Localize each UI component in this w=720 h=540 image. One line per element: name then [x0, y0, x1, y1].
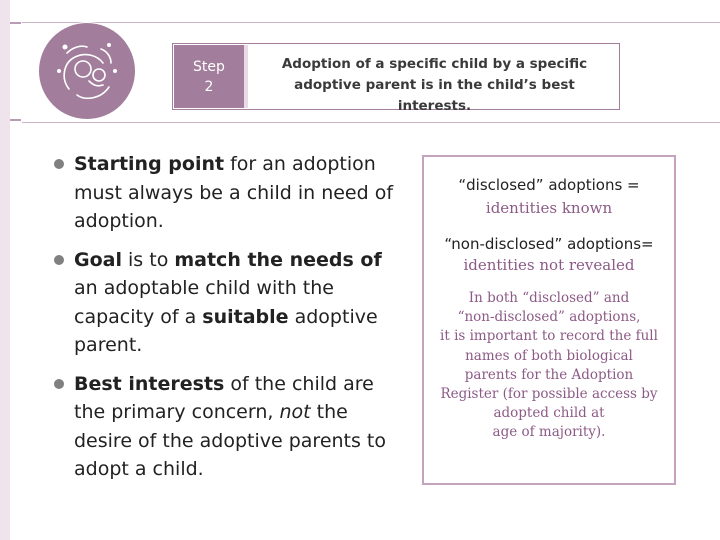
- rail-divider-bottom: [10, 119, 21, 121]
- register-note: [430, 289, 668, 443]
- non-disclosed-definition: “non-disclosed” adoptions=: [444, 235, 654, 253]
- bullet-bold-text: Starting point: [74, 153, 225, 175]
- bullet-text: an adoptable child with the capacity of a: [74, 277, 334, 328]
- register-note-line: In both “disclosed” and: [468, 290, 630, 306]
- bullet-bold-text: Best interests: [74, 372, 225, 395]
- bullet-dot-icon: [54, 379, 64, 389]
- rail-divider-top: [10, 22, 21, 24]
- register-note-line: parents for the Adoption: [464, 366, 634, 383]
- bullet-text: is to: [121, 248, 175, 271]
- bullet-text: the desire of the adoptive parents to adopt a child.: [74, 401, 387, 480]
- bullet-list: [52, 150, 397, 494]
- bullet-text: adoptive parent.: [74, 305, 378, 356]
- bullet-italic-text: not: [279, 401, 311, 423]
- register-note-line: names of both biological: [465, 347, 633, 364]
- non-disclosed-meaning: identities not revealed: [463, 256, 635, 274]
- register-note-line: it is important to record the full: [440, 328, 658, 345]
- disclosed-definition: “disclosed” adoptions =: [458, 176, 640, 194]
- step-heading-line2: adoptive parent is in the child’s best interests.: [294, 77, 575, 114]
- step-divider: [244, 45, 248, 108]
- step-number-badge: [174, 45, 244, 108]
- disclosed-meaning: identities known: [485, 199, 613, 217]
- bullet-dot-icon: [54, 255, 64, 265]
- bullet-text: of the child are the primary concern,: [74, 372, 374, 423]
- family-emblem-icon: [39, 23, 135, 119]
- register-note-line: Register (for possible access by: [440, 386, 658, 403]
- register-note-line: age of majority).: [492, 424, 606, 441]
- step-label-number: 2: [204, 78, 214, 95]
- step-heading-line1: Adoption of a specific child by a specific: [281, 56, 588, 72]
- bullet-bold-text: suitable: [202, 305, 289, 328]
- bullet-dot-icon: [54, 159, 64, 169]
- step-heading: [257, 54, 612, 117]
- bullet-item-best-interests: [52, 370, 397, 484]
- bullet-bold-text: Goal: [74, 248, 122, 271]
- bullet-bold-text: match the needs of: [174, 248, 382, 271]
- step-banner: [172, 43, 620, 114]
- register-note-line: “non-disclosed” adoptions,: [457, 309, 641, 326]
- disclosure-sidebox: [422, 155, 676, 485]
- bullet-text: for an adoption must always be a child in need of adoption.: [74, 153, 394, 232]
- bullet-item-starting-point: [52, 150, 397, 236]
- step-label-word: Step: [193, 58, 225, 75]
- left-decorative-rail: [0, 0, 10, 540]
- register-note-line: adopted child at: [493, 405, 605, 422]
- logo-emblem: [38, 22, 136, 120]
- bullet-item-goal: [52, 246, 397, 360]
